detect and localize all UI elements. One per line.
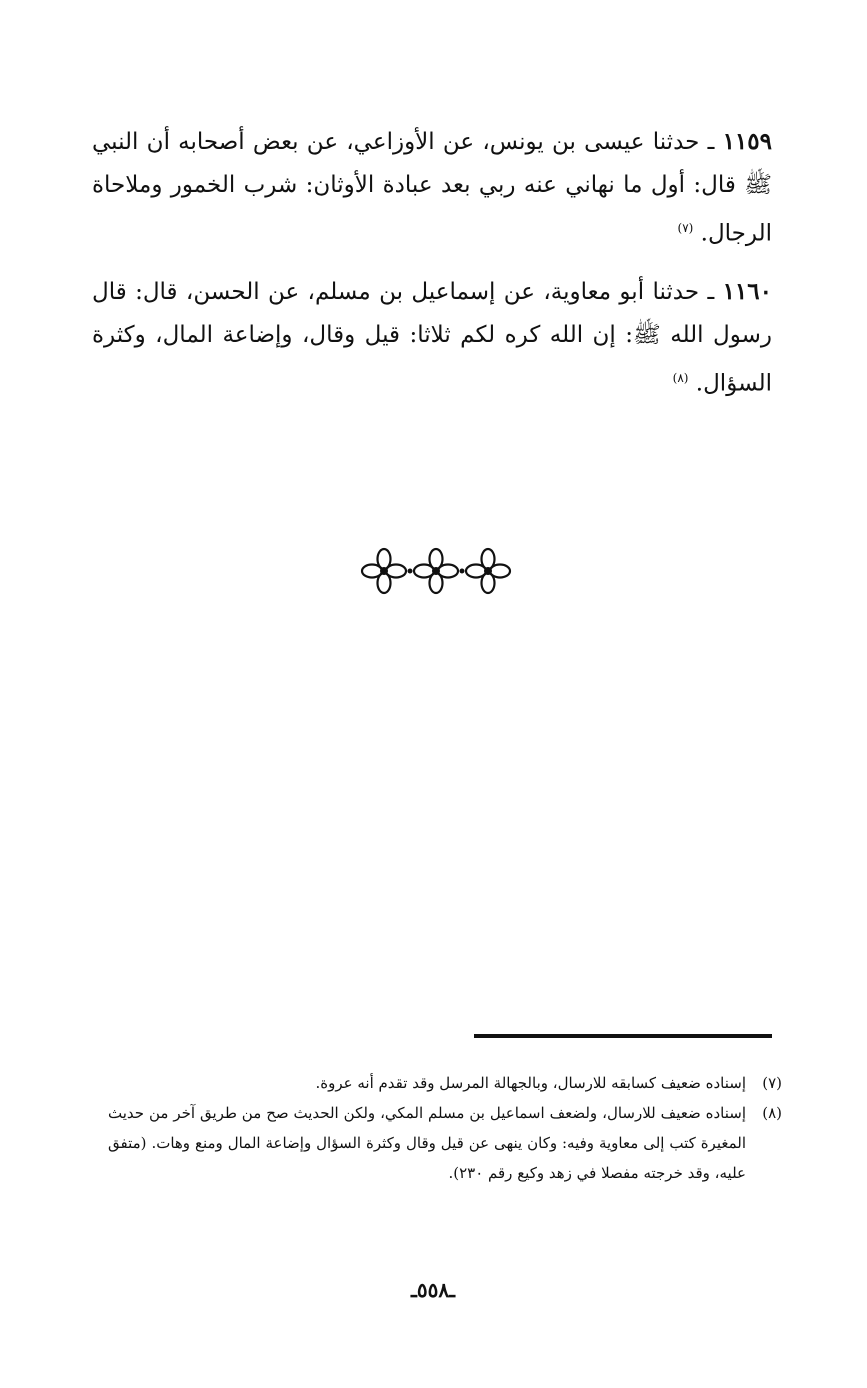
footnotes [108, 1068, 782, 1188]
footnote-reference: (٧) [677, 221, 694, 235]
hadith-separator: ـ [699, 278, 715, 305]
footnote-reference: (٨) [672, 370, 689, 385]
hadith-text: حدثنا أبو معاوية، عن إسماعيل بن مسلم، عن الحسن، قال: قال رسول الله ﷺ: إن الله كره لكم ثلاثا: قيل وقال، وإضاعة المال، وكثرة السؤال. [92, 278, 772, 397]
page-number: ـ٥٥٨ـ [411, 1278, 455, 1302]
footnote-marker: (٧) [762, 1074, 782, 1092]
hadith-1159 [92, 120, 772, 256]
hadith-1160 [92, 270, 772, 406]
footnote-marker: (٨) [762, 1104, 782, 1122]
footnote-7 [108, 1068, 782, 1098]
footnote-text: إسناده ضعيف كسابقه للارسال، وبالجهالة المرسل وقد تقدم أنه عروة. [315, 1074, 746, 1092]
hadith-number: ١١٥٩ [722, 128, 772, 155]
main-text [92, 120, 772, 419]
floral-ornament-icon [358, 545, 514, 597]
footnote-8 [108, 1098, 782, 1188]
hadith-separator: ـ [699, 129, 715, 155]
footnote-divider [474, 1034, 772, 1038]
hadith-number: ١١٦٠ [722, 277, 772, 305]
footnote-text: إسناده ضعيف للارسال، ولضعف اسماعيل بن مسلم المكي، ولكن الحديث صح من طريق آخر من حديث المغيرة كتب إلى معاوية وفيه: وكان ينهى عن قيل وقال وكثرة السؤال وإضاعة المال ومنع وهات. (متفق عليه، وقد خرجته مفصلا في زهد وكيع رقم ٢٣٠). [108, 1104, 746, 1182]
hadith-text: حدثنا عيسى بن يونس، عن الأوزاعي، عن بعض أصحابه أن النبي ﷺ قال: أول ما نهاني عنه ربي بعد عبادة الأوثان: شرب الخمور وملاحاة الرجال. [92, 129, 772, 247]
